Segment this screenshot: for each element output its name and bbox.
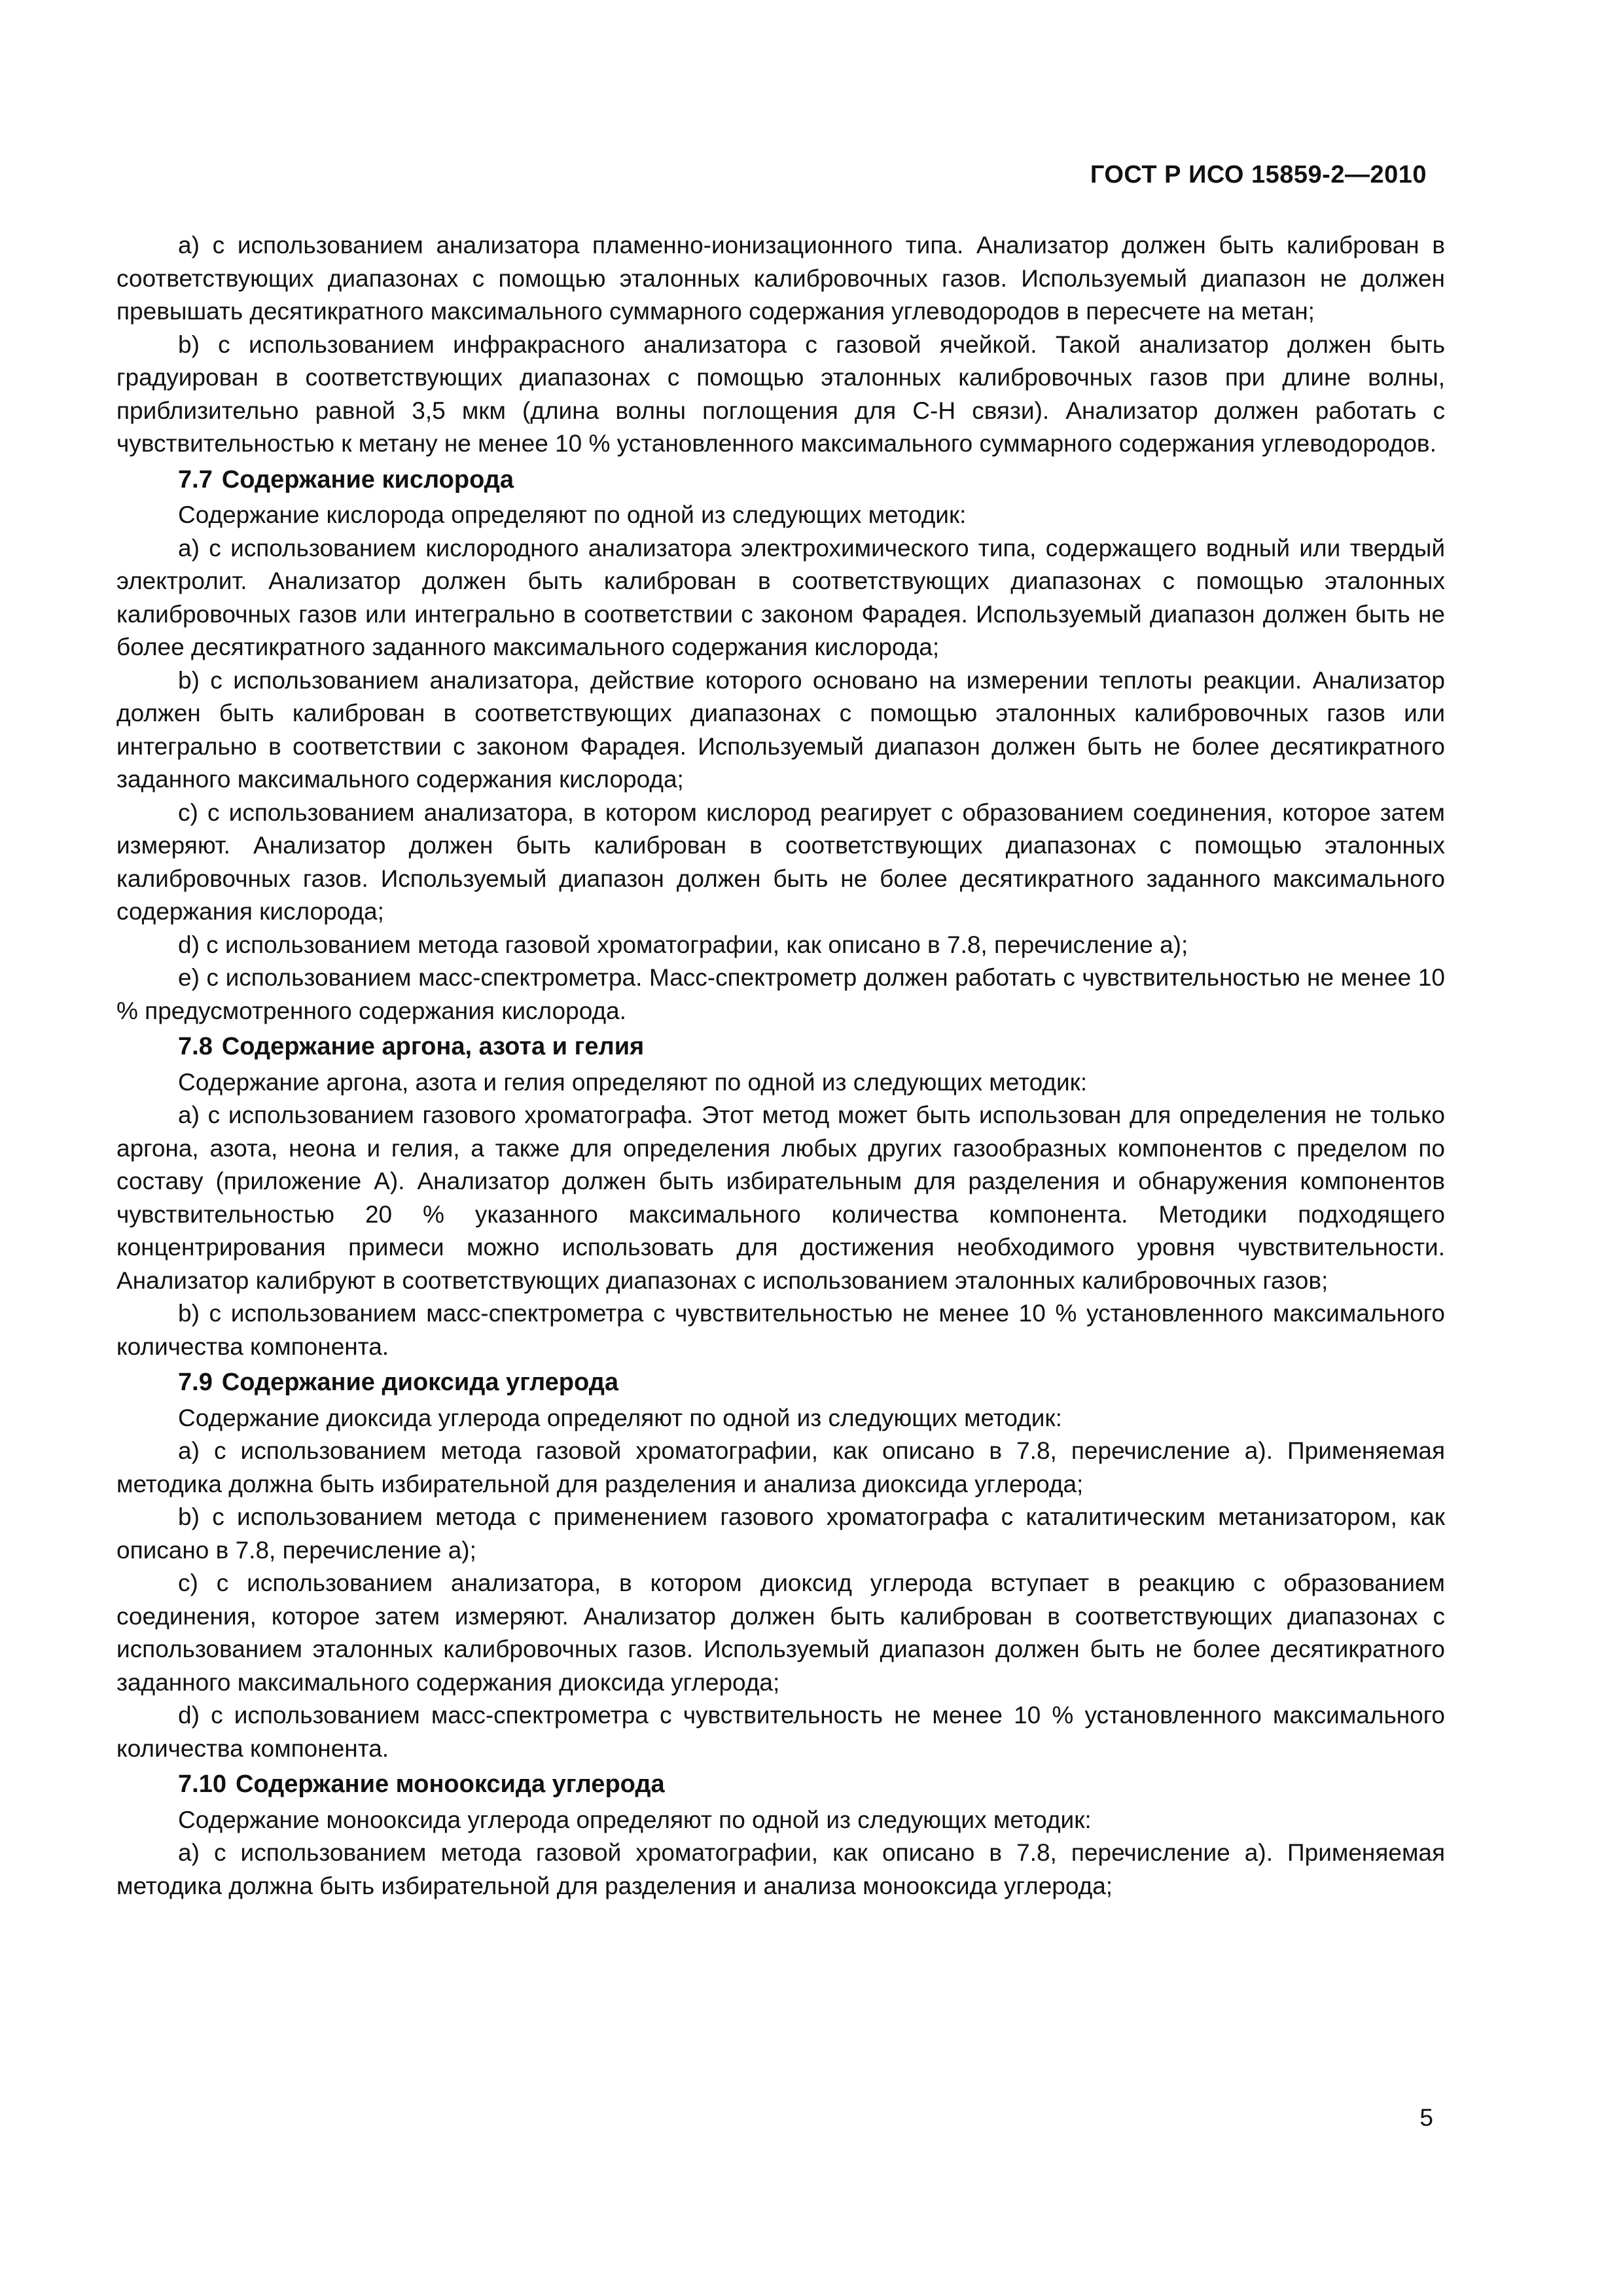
section-heading-7-7: [116, 461, 1445, 499]
section-title: Содержание диоксида углерода: [221, 1369, 618, 1396]
paragraph: b) с использованием инфракрасного анализатора с газовой ячейкой. Такой анализатор должен быть градуирован в соответствующих диапазонах с помощью эталонных калибровочных газов при длине волны, приблизительно равной 3,5 мкм (длина волны поглощения для C-H связи). Анализатор должен работать с чувствительностью к метану не менее 10 % установленного максимального суммарного содержания углеводородов.: [116, 331, 1445, 457]
page-number: 5: [1419, 2104, 1433, 2131]
section-number: 7.9: [178, 1369, 213, 1396]
section-number: 7.10: [178, 1770, 226, 1798]
paragraph: а) с использованием метода газовой хроматографии, как описано в 7.8, перечисление а). Применяемая методика должна быть избирательной для разделения и анализа диоксида углерода;: [116, 1437, 1445, 1498]
paragraph: e) с использованием масс-спектрометра. Масс-спектрометр должен работать с чувствительностью не менее 10 % предусмотренного содержания кислорода.: [116, 964, 1445, 1024]
section-title: Содержание аргона, азота и гелия: [221, 1033, 645, 1060]
paragraph: а) с использованием газового хроматографа. Этот метод может быть использован для определения не только аргона, азота, неона и гелия, а также для определения любых других газообразных компонентов с пределом по составу (приложение А). Анализатор должен быть избирательным для разделения и обнаружения компонентов чувствительностью 20 % указанного максимального количества компонента. Методики подходящего концентрирования примеси можно использовать для достижения необходимого уровня чувствительности. Анализатор калибруют в соответствующих диапазонах с использованием эталонных калибровочных газов;: [116, 1102, 1445, 1294]
paragraph: Содержание кислорода определяют по одной из следующих методик:: [178, 501, 967, 528]
paragraph: а) с использованием метода газовой хроматографии, как описано в 7.8, перечисление а). Применяемая методика должна быть избирательной для разделения и анализа монооксида углерода;: [116, 1839, 1445, 1899]
section-title: Содержание монооксида углерода: [235, 1770, 665, 1798]
section-heading-7-10: [116, 1765, 1445, 1804]
section-number: 7.8: [178, 1033, 213, 1060]
paragraph: b) с использованием метода с применением газового хроматографа с каталитическим метанизатором, как описано в 7.8, перечисление а);: [116, 1503, 1445, 1564]
paragraph: Содержание аргона, азота и гелия определяют по одной из следующих методик:: [178, 1068, 1088, 1096]
paragraph: b) с использованием масс-спектрометра с чувствительностью не менее 10 % установленного максимального количества компонента.: [116, 1300, 1445, 1360]
paragraph: d) с использованием метода газовой хроматографии, как описано в 7.8, перечисление а);: [178, 931, 1188, 958]
paragraph: d) с использованием масс-спектрометра с чувствительность не менее 10 % установленного максимального количества компонента.: [116, 1702, 1445, 1762]
section-heading-7-9: [116, 1363, 1445, 1402]
paragraph: а) с использованием кислородного анализатора электрохимического типа, содержащего водный или твердый электролит. Анализатор должен быть калиброван в соответствующих диапазонах с помощью эталонных калибровочных газов или интегрально в соответствии с законом Фарадея. Используемый диапазон должен быть не более десятикратного заданного максимального содержания кислорода;: [116, 534, 1445, 660]
section-title: Содержание кислорода: [221, 465, 514, 493]
paragraph: а) с использованием анализатора пламенно-ионизационного типа. Анализатор должен быть калиброван в соответствующих диапазонах с помощью эталонных калибровочных газов. Используемый диапазон не должен превышать десятикратного максимального суммарного содержания углеводородов в пересчете на метан;: [116, 232, 1445, 325]
paragraph: b) с использованием анализатора, действие которого основано на измерении теплоты реакции. Анализатор должен быть калиброван в соответствующих диапазонах с помощью эталонных калибровочных газов или интегрально в соответствии с законом Фарадея. Используемый диапазон должен быть не более десятикратного заданного максимального содержания кислорода;: [116, 666, 1445, 793]
section-heading-7-8: [116, 1028, 1445, 1066]
paragraph: c) с использованием анализатора, в котором кислород реагирует с образованием соединения, которое затем измеряют. Анализатор должен быть калиброван в соответствующих диапазонах с помощью эталонных калибровочных газов. Используемый диапазон должен быть не более десятикратного заданного максимального содержания кислорода;: [116, 798, 1445, 925]
paragraph: c) с использованием анализатора, в котором диоксид углерода вступает в реакцию с образованием соединения, которое затем измеряют. Анализатор должен быть калиброван в соответствующих диапазонах с использованием эталонных калибровочных газов. Используемый диапазон должен быть не более десятикратного заданного максимального содержания диоксида углерода;: [116, 1570, 1445, 1696]
document-body: [116, 229, 1445, 1903]
paragraph: Содержание диоксида углерода определяют по одной из следующих методик:: [178, 1404, 1062, 1431]
paragraph: Содержание монооксида углерода определяют по одной из следующих методик:: [178, 1806, 1092, 1833]
document-standard-header: ГОСТ Р ИСО 15859-2—2010: [1090, 161, 1427, 188]
section-number: 7.7: [178, 465, 213, 493]
